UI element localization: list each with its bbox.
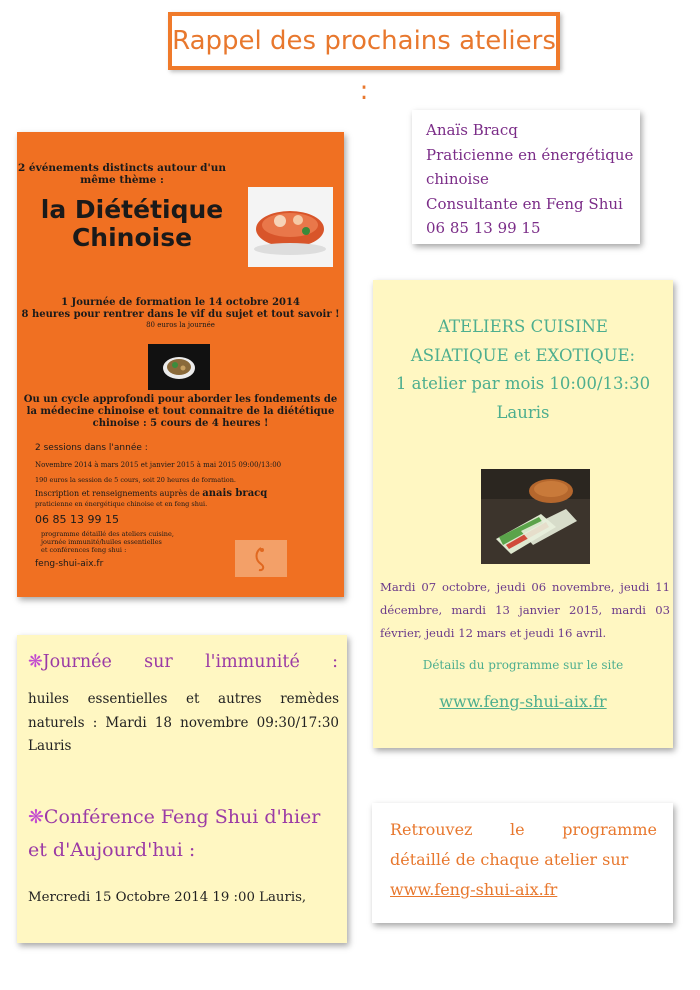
poster-title-line1: la Diététique (40, 195, 224, 224)
retrouvez-text-block (390, 815, 657, 905)
ateliers-heading-line1: ATELIERS CUISINE (438, 317, 608, 336)
poster-sessions-dates: Novembre 2014 à mars 2015 et janvier 2015 à mai 2015 09:00/13:00 (35, 461, 282, 469)
retrouvez-card (372, 803, 673, 923)
poster-title (17, 196, 247, 252)
contact-role-3: Consultante en Feng Shui (426, 194, 623, 213)
flower-icon: ❋ (28, 652, 43, 672)
poster-title-line2: Chinoise (71, 223, 193, 252)
poster-cycle: Ou un cycle approfondi pour aborder les fondements de la médecine chinoise et tout connaitre de la diététique chinoise : 5 cours de 4 heures ! (23, 394, 338, 429)
poster-formation-price: 80 euros la journée (146, 321, 215, 329)
conference-text: Mercredi 15 Octobre 2014 19 :00 Lauris, (28, 890, 307, 905)
contact-role-2: chinoise (426, 170, 489, 188)
bowl-image (148, 344, 210, 390)
immunite-heading-text: Journée sur l'immunité : (42, 652, 338, 672)
logo-icon (235, 540, 287, 577)
page-title: Rappel des prochains ateliers : (172, 26, 556, 106)
poster-program-line3: et conférences feng shui : (41, 546, 127, 554)
soup-image (248, 187, 333, 267)
ateliers-heading-line2: ASIATIQUE et EXOTIQUE: (410, 345, 636, 365)
poster-program-line2: journée immunité/huiles essentielles (41, 538, 162, 546)
flower-icon: ❋ (28, 806, 44, 828)
poster-website[interactable]: feng-shui-aix.fr (35, 559, 104, 569)
conference-heading (28, 801, 340, 867)
poster-inscription-name: anais bracq (202, 488, 268, 499)
poster-intro: 2 événements distincts autour d'un même thème : (17, 162, 227, 186)
poster-price-line: 190 euros la session de 5 cours, soit 20 heures de formation. (35, 476, 236, 484)
conference-heading-text: Conférence Feng Shui d'hier et d'Aujourd'hui : (28, 806, 321, 861)
poster-formation (17, 297, 344, 321)
dietetique-poster (17, 132, 344, 597)
immunite-text: huiles essentielles et autres remèdes naturels : Mardi 18 novembre 09:30/17:30 Lauris (28, 691, 339, 754)
poster-phone: 06 85 13 99 15 (35, 513, 119, 526)
poster-inscription (35, 488, 267, 499)
poster-practitioner: praticienne en énergétique chinoise et en feng shui. (35, 500, 208, 508)
ateliers-details: Détails du programme sur le site (422, 658, 624, 672)
contact-card (412, 110, 640, 244)
poster-inscription-text: Inscription et renseignements auprès de (35, 489, 200, 498)
ateliers-heading (373, 313, 673, 427)
immunite-heading (28, 652, 338, 672)
poster-formation-line2: 8 heures pour rentrer dans le vif du sujet et tout savoir ! (21, 309, 340, 320)
contact-role-1: Praticienne en énergétique (426, 145, 634, 164)
poster-formation-line1: 1 Journée de formation le 14 octobre 2014 (61, 297, 300, 308)
spring-rolls-image (481, 469, 590, 564)
ateliers-heading-line4: Lauris (496, 402, 550, 422)
ateliers-cuisine-card (373, 280, 673, 748)
poster-program-line1: programme détaillé des ateliers cuisine, (41, 530, 174, 538)
contact-phone: 06 85 13 99 15 (426, 219, 541, 237)
ateliers-dates: Mardi 07 octobre, jeudi 06 novembre, jeudi 11 décembre, mardi 13 janvier 2015, mardi 03 février, jeudi 12 mars et jeudi 16 avril. (380, 580, 670, 640)
contact-name: Anaïs Bracq (426, 121, 518, 139)
retrouvez-text: Retrouvez le programme détaillé de chaque atelier sur (390, 820, 657, 869)
ateliers-heading-line3: 1 atelier par mois 10:00/13:30 (395, 374, 651, 393)
poster-sessions-label: 2 sessions dans l'année : (35, 443, 148, 453)
header-title-box (168, 12, 560, 106)
ateliers-website-link[interactable]: www.feng-shui-aix.fr (439, 692, 607, 711)
immunite-card (17, 635, 347, 943)
retrouvez-website-link[interactable]: www.feng-shui-aix.fr (390, 880, 558, 899)
